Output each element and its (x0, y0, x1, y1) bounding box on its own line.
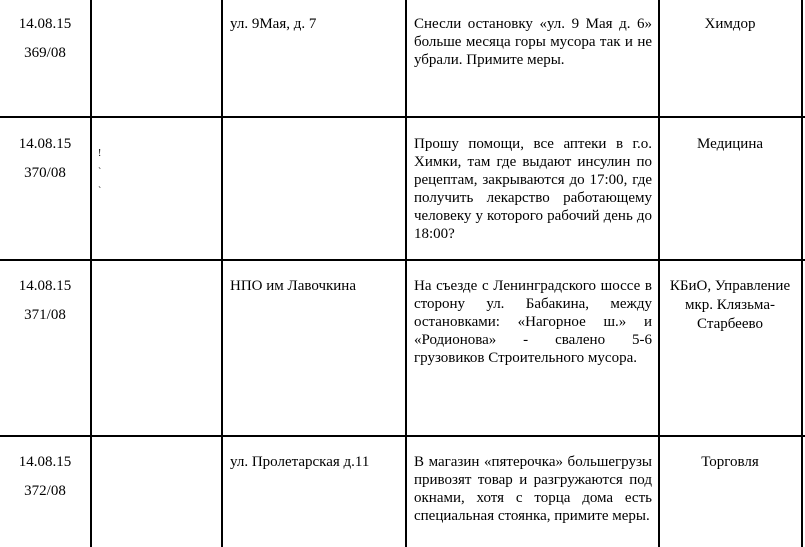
responsible-organization: Медицина (697, 136, 763, 152)
complaint-text: Прошу помощи, все аптеки в г.о. Химки, там где выдают инсулин по рецептам, закрываются до 17:00, где получить лекарство работающему человеку у которого рабочий день до 18:00? (414, 136, 652, 242)
date: 14.08.15 (18, 16, 72, 32)
stray-mark: ` (98, 186, 102, 197)
address-cell: ул. Пролетарская д.11 (230, 454, 370, 470)
date: 14.08.15 (18, 136, 72, 152)
address-cell (230, 128, 405, 135)
complaint-text: В магазин «пятерочка» большегрузы привозят товар и разгружаются под окнами, хотя с торца дома есть специальная стоянка, примите меры. (414, 454, 652, 524)
complaint-text: На съезде с Ленинградского шоссе в сторону ул. Бабакина, между остановками: «Нагорное ш.» и «Родионова» - свалено 5-6 грузовиков Строительного мусора. (414, 278, 652, 366)
date-cell (0, 270, 90, 325)
column-border (801, 0, 803, 547)
address-cell: ул. 9Мая, д. 7 (230, 16, 317, 32)
date-cell (0, 8, 90, 63)
row-border (0, 116, 805, 118)
responsible-organization: КБиО, Управление мкр. Клязьма-Старбеево (669, 278, 791, 332)
column-border (221, 0, 223, 547)
column-border (658, 0, 660, 547)
date: 14.08.15 (18, 454, 72, 470)
column-border (90, 0, 92, 547)
address-cell: НПО им Лавочкина (230, 278, 356, 294)
record-number: 372/08 (24, 483, 66, 499)
row-border (0, 435, 805, 437)
responsible-organization: Химдор (704, 16, 756, 32)
column-border (405, 0, 407, 547)
stray-mark: ! (98, 148, 102, 159)
date-cell (0, 128, 90, 183)
date: 14.08.15 (18, 278, 72, 294)
record-number: 370/08 (24, 165, 66, 181)
stray-marks (98, 144, 106, 201)
record-number: 369/08 (24, 45, 66, 61)
date-cell (0, 446, 90, 501)
responsible-organization: Торговля (701, 454, 759, 470)
stray-mark: ` (98, 167, 102, 178)
row-border (0, 259, 805, 261)
complaint-text: Снесли остановку «ул. 9 Мая д. 6» больше месяца горы мусора так и не убрали. Примите меры. (414, 16, 652, 68)
record-number: 371/08 (24, 307, 66, 323)
